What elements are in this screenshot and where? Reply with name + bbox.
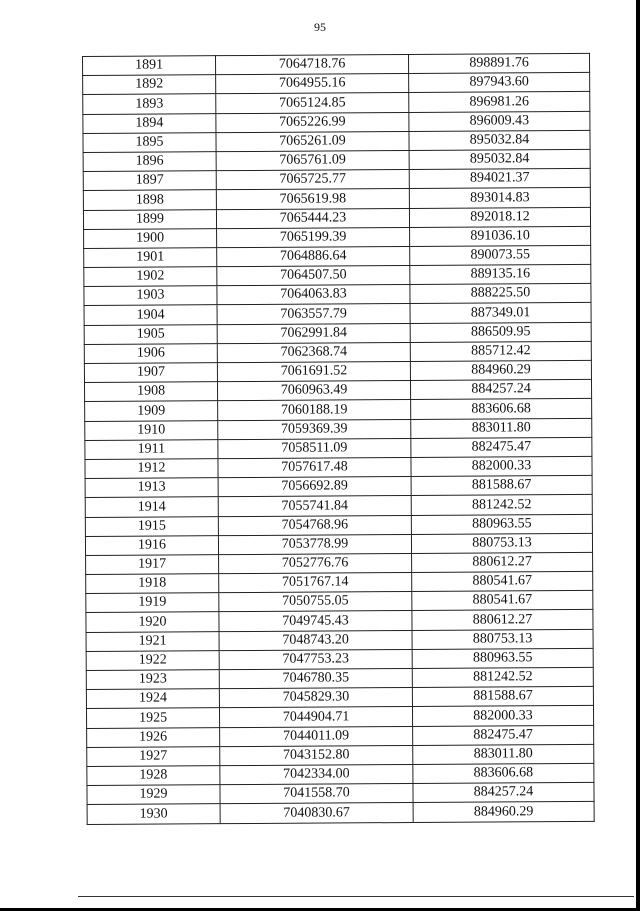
value-b-cell: 882475.47 — [411, 437, 592, 457]
table-row — [87, 744, 594, 766]
year-cell: 1901 — [84, 248, 217, 268]
year-cell: 1930 — [87, 804, 220, 824]
year-cell: 1915 — [85, 516, 218, 536]
year-cell: 1920 — [86, 612, 219, 632]
year-cell: 1918 — [86, 574, 219, 594]
year-cell: 1926 — [87, 727, 220, 747]
value-b-cell: 881588.67 — [412, 687, 593, 707]
table-row — [84, 303, 591, 325]
table-row — [87, 725, 594, 747]
value-b-cell: 880753.13 — [411, 533, 592, 553]
year-cell: 1899 — [83, 209, 216, 229]
year-cell: 1897 — [83, 171, 216, 191]
value-a-cell: 7044011.09 — [220, 726, 413, 746]
value-a-cell: 7051767.14 — [219, 573, 412, 593]
table-body — [83, 53, 595, 824]
value-a-cell: 7047753.23 — [219, 649, 412, 669]
value-a-cell: 7043152.80 — [220, 745, 413, 765]
table-row — [84, 360, 591, 382]
value-b-cell: 884257.24 — [410, 380, 591, 400]
year-cell: 1911 — [85, 439, 218, 459]
table-row — [85, 437, 592, 459]
scan-edge-right — [636, 0, 640, 911]
year-cell: 1894 — [83, 113, 216, 133]
page-number: 95 — [314, 20, 326, 34]
value-b-cell: 881588.67 — [411, 476, 592, 496]
value-a-cell: 7064886.64 — [217, 246, 410, 266]
year-cell: 1892 — [83, 75, 216, 95]
table-row — [84, 322, 591, 344]
value-b-cell: 883606.68 — [413, 763, 594, 783]
table-row — [84, 226, 591, 248]
value-a-cell: 7065444.23 — [216, 208, 409, 228]
value-a-cell: 7054768.96 — [218, 515, 411, 535]
year-cell: 1902 — [84, 267, 217, 287]
value-b-cell: 886509.95 — [410, 322, 591, 342]
year-cell: 1891 — [83, 56, 216, 76]
value-a-cell: 7045829.30 — [219, 688, 412, 708]
value-a-cell: 7059369.39 — [218, 419, 411, 439]
table-row — [83, 188, 590, 210]
table-row — [85, 399, 592, 421]
table-row — [86, 648, 593, 670]
value-a-cell: 7065124.85 — [216, 93, 409, 113]
value-b-cell: 880753.13 — [412, 629, 593, 649]
table-row — [83, 169, 590, 191]
value-a-cell: 7065619.98 — [216, 189, 409, 209]
table-row — [87, 763, 594, 785]
year-cell: 1923 — [86, 670, 219, 690]
value-a-cell: 7056692.89 — [218, 477, 411, 497]
year-cell: 1893 — [83, 94, 216, 114]
table-row — [85, 476, 592, 498]
table-row — [86, 610, 593, 632]
table-row — [84, 284, 591, 306]
year-cell: 1905 — [84, 324, 217, 344]
value-a-cell: 7063557.79 — [217, 304, 410, 324]
table-row — [86, 552, 593, 574]
value-a-cell: 7041558.70 — [220, 784, 413, 804]
year-cell: 1927 — [87, 746, 220, 766]
table-row — [85, 418, 592, 440]
year-cell: 1929 — [87, 785, 220, 805]
year-cell: 1904 — [84, 305, 217, 325]
value-a-cell: 7064063.83 — [217, 285, 410, 305]
table-row — [85, 514, 592, 536]
value-a-cell: 7055741.84 — [218, 496, 411, 516]
value-b-cell: 880541.67 — [412, 591, 593, 611]
value-a-cell: 7065261.09 — [216, 131, 409, 151]
value-a-cell: 7052776.76 — [219, 553, 412, 573]
value-a-cell: 7060963.49 — [217, 381, 410, 401]
table-row — [84, 264, 591, 286]
year-cell: 1912 — [85, 459, 218, 479]
table-row — [86, 687, 593, 709]
value-a-cell: 7053778.99 — [218, 534, 411, 554]
value-a-cell: 7044904.71 — [219, 707, 412, 727]
table-row — [86, 591, 593, 613]
coordinate-table-wrapper — [82, 53, 599, 825]
table-row — [87, 783, 594, 805]
value-a-cell: 7049745.43 — [219, 611, 412, 631]
year-cell: 1907 — [84, 363, 217, 383]
value-b-cell: 882000.33 — [411, 456, 592, 476]
value-b-cell: 896981.26 — [409, 92, 590, 112]
value-b-cell: 897943.60 — [409, 73, 590, 93]
scan-line — [78, 896, 634, 897]
value-a-cell: 7040830.67 — [220, 803, 413, 823]
value-b-cell: 893014.83 — [409, 188, 590, 208]
value-b-cell: 882475.47 — [413, 725, 594, 745]
value-a-cell: 7061691.52 — [217, 361, 410, 381]
table-row — [83, 92, 590, 114]
year-cell: 1921 — [86, 631, 219, 651]
value-a-cell: 7065199.39 — [217, 227, 410, 247]
year-cell: 1916 — [85, 535, 218, 555]
table-row — [86, 571, 593, 593]
value-a-cell: 7064955.16 — [216, 74, 409, 94]
value-a-cell: 7064718.76 — [216, 55, 409, 75]
value-a-cell: 7058511.09 — [218, 438, 411, 458]
table-row — [83, 111, 590, 133]
value-b-cell: 895032.84 — [409, 149, 590, 169]
value-b-cell: 883011.80 — [411, 418, 592, 438]
table-row — [83, 149, 590, 171]
value-b-cell: 885712.42 — [410, 341, 591, 361]
value-a-cell: 7062368.74 — [217, 342, 410, 362]
value-b-cell: 881242.52 — [411, 495, 592, 515]
value-b-cell: 894021.37 — [409, 169, 590, 189]
value-b-cell: 884257.24 — [413, 783, 594, 803]
year-cell: 1925 — [86, 708, 219, 728]
value-a-cell: 7050755.05 — [219, 592, 412, 612]
year-cell: 1917 — [86, 555, 219, 575]
value-a-cell: 7065226.99 — [216, 112, 409, 132]
year-cell: 1910 — [85, 420, 218, 440]
table-row — [83, 207, 590, 229]
year-cell: 1896 — [83, 152, 216, 172]
value-b-cell: 887349.01 — [410, 303, 591, 323]
table-row — [85, 533, 592, 555]
table-row — [87, 802, 594, 824]
table-row — [84, 341, 591, 363]
value-b-cell: 880541.67 — [412, 571, 593, 591]
value-b-cell: 888225.50 — [410, 284, 591, 304]
value-a-cell: 7062991.84 — [217, 323, 410, 343]
year-cell: 1906 — [84, 343, 217, 363]
table-row — [84, 380, 591, 402]
table-row — [83, 130, 590, 152]
value-b-cell: 890073.55 — [410, 245, 591, 265]
coordinate-table — [82, 53, 595, 825]
value-a-cell: 7046780.35 — [219, 668, 412, 688]
year-cell: 1898 — [83, 190, 216, 210]
year-cell: 1903 — [84, 286, 217, 306]
value-a-cell: 7057617.48 — [218, 457, 411, 477]
table-row — [86, 629, 593, 651]
value-a-cell: 7065725.77 — [216, 170, 409, 190]
year-cell: 1895 — [83, 132, 216, 152]
value-b-cell: 896009.43 — [409, 111, 590, 131]
table-row — [83, 53, 590, 75]
value-b-cell: 880612.27 — [412, 610, 593, 630]
value-b-cell: 895032.84 — [409, 130, 590, 150]
value-b-cell: 883606.68 — [411, 399, 592, 419]
value-b-cell: 889135.16 — [410, 264, 591, 284]
value-b-cell: 880963.55 — [411, 514, 592, 534]
year-cell: 1908 — [84, 382, 217, 402]
value-a-cell: 7048743.20 — [219, 630, 412, 650]
value-b-cell: 883011.80 — [413, 744, 594, 764]
year-cell: 1914 — [85, 497, 218, 517]
table-row — [86, 706, 593, 728]
value-b-cell: 880612.27 — [412, 552, 593, 572]
year-cell: 1922 — [86, 650, 219, 670]
value-b-cell: 882000.33 — [412, 706, 593, 726]
value-b-cell: 891036.10 — [410, 226, 591, 246]
value-b-cell: 884960.29 — [410, 360, 591, 380]
value-b-cell: 881242.52 — [412, 667, 593, 687]
value-b-cell: 880963.55 — [412, 648, 593, 668]
table-row — [85, 495, 592, 517]
value-a-cell: 7064507.50 — [217, 266, 410, 286]
year-cell: 1924 — [86, 689, 219, 709]
year-cell: 1900 — [84, 228, 217, 248]
year-cell: 1913 — [85, 478, 218, 498]
value-b-cell: 892018.12 — [409, 207, 590, 227]
year-cell: 1909 — [85, 401, 218, 421]
table-row — [83, 73, 590, 95]
value-a-cell: 7042334.00 — [220, 764, 413, 784]
year-cell: 1928 — [87, 766, 220, 786]
table-row — [84, 245, 591, 267]
table-row — [85, 456, 592, 478]
value-b-cell: 884960.29 — [413, 802, 594, 822]
table-row — [86, 667, 593, 689]
year-cell: 1919 — [86, 593, 219, 613]
value-b-cell: 898891.76 — [408, 53, 589, 73]
value-a-cell: 7065761.09 — [216, 150, 409, 170]
value-a-cell: 7060188.19 — [218, 400, 411, 420]
